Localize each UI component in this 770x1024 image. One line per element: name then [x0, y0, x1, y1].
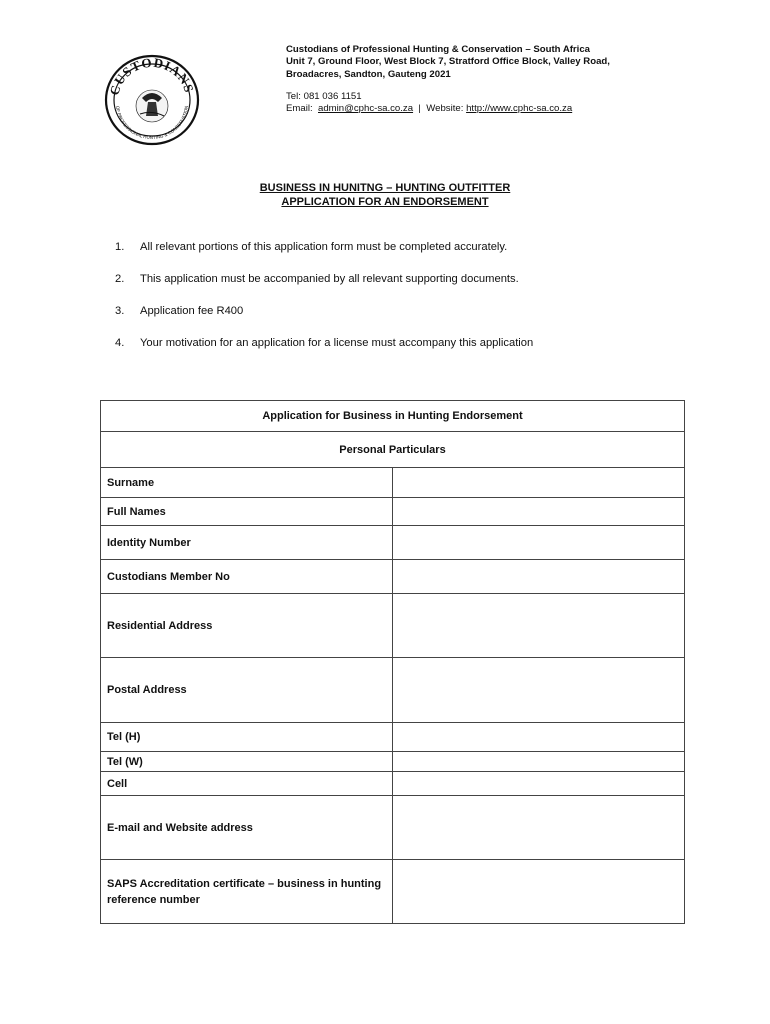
instruction-item: [115, 241, 715, 273]
email-link[interactable]: admin@cphc-sa.co.za: [318, 103, 414, 115]
email-web-line: [286, 103, 726, 115]
saps-accreditation-label: SAPS Accreditation certificate – business in hunting reference number: [101, 860, 393, 924]
section-heading: Personal Particulars: [101, 432, 685, 468]
full-names-label: Full Names: [101, 498, 393, 526]
instruction-text: Your motivation for an application for a license must accompany this application: [140, 337, 534, 349]
separator: |: [418, 103, 421, 115]
instructions-list: [115, 241, 715, 369]
application-form-table: [100, 400, 685, 924]
tel-label: Tel:: [286, 90, 301, 102]
instruction-text: All relevant portions of this application form must be completed accurately.: [140, 241, 508, 253]
residential-address-label: Residential Address: [101, 594, 393, 658]
email-website-field[interactable]: [393, 796, 685, 860]
instruction-item: [115, 337, 715, 369]
postal-address-field[interactable]: [393, 658, 685, 723]
instruction-number: 2.: [115, 273, 125, 285]
org-name: Custodians of Professional Hunting & Conservation – South Africa: [286, 44, 591, 55]
member-no-field[interactable]: [393, 560, 685, 594]
phone-line: [286, 91, 726, 103]
svg-text:CUSTODIANS: CUSTODIANS: [106, 54, 198, 97]
tel-home-label: Tel (H): [101, 723, 393, 752]
instruction-item: [115, 305, 715, 337]
postal-address-label: Postal Address: [101, 658, 393, 723]
tel-number: 081 036 1151: [303, 90, 362, 102]
document-title: [0, 181, 770, 209]
website-label: Website:: [426, 103, 464, 115]
address-line-1: Unit 7, Ground Floor, West Block 7, Stratford Office Block, Valley Road,: [286, 56, 610, 68]
instruction-number: 3.: [115, 305, 125, 317]
address-line-2: Broadacres, Sandton, Gauteng 2021: [286, 68, 451, 80]
tel-work-label: Tel (W): [101, 752, 393, 772]
instruction-item: [115, 273, 715, 305]
cell-field[interactable]: [393, 772, 685, 796]
surname-field[interactable]: [393, 468, 685, 498]
member-no-label: Custodians Member No: [101, 560, 393, 594]
cell-label: Cell: [101, 772, 393, 796]
title-line-2: APPLICATION FOR AN ENDORSEMENT: [281, 196, 489, 208]
instruction-text: Application fee R400: [140, 305, 244, 317]
surname-label: Surname: [101, 468, 393, 498]
svg-text:OF PROFESSIONAL HUNTING & CONS: OF PROFESSIONAL HUNTING & CONSERVATION: [115, 105, 189, 141]
website-link[interactable]: http://www.cphc-sa.co.za: [466, 103, 573, 115]
identity-number-field[interactable]: [393, 526, 685, 560]
instruction-number: 4.: [115, 337, 125, 349]
custodians-logo: [104, 54, 200, 146]
saps-accreditation-field[interactable]: [393, 860, 685, 924]
full-names-field[interactable]: [393, 498, 685, 526]
tel-work-field[interactable]: [393, 752, 685, 772]
identity-number-label: Identity Number: [101, 526, 393, 560]
organisation-details: [286, 44, 726, 115]
email-website-label: E-mail and Website address: [101, 796, 393, 860]
instruction-text: This application must be accompanied by all relevant supporting documents.: [140, 273, 519, 285]
tel-home-field[interactable]: [393, 723, 685, 752]
email-label: Email:: [286, 103, 313, 115]
title-line-1: BUSINESS IN HUNITNG – HUNTING OUTFITTER: [259, 182, 511, 194]
residential-address-field[interactable]: [393, 594, 685, 658]
instruction-number: 1.: [115, 241, 125, 253]
form-title: Application for Business in Hunting Endorsement: [101, 401, 685, 432]
